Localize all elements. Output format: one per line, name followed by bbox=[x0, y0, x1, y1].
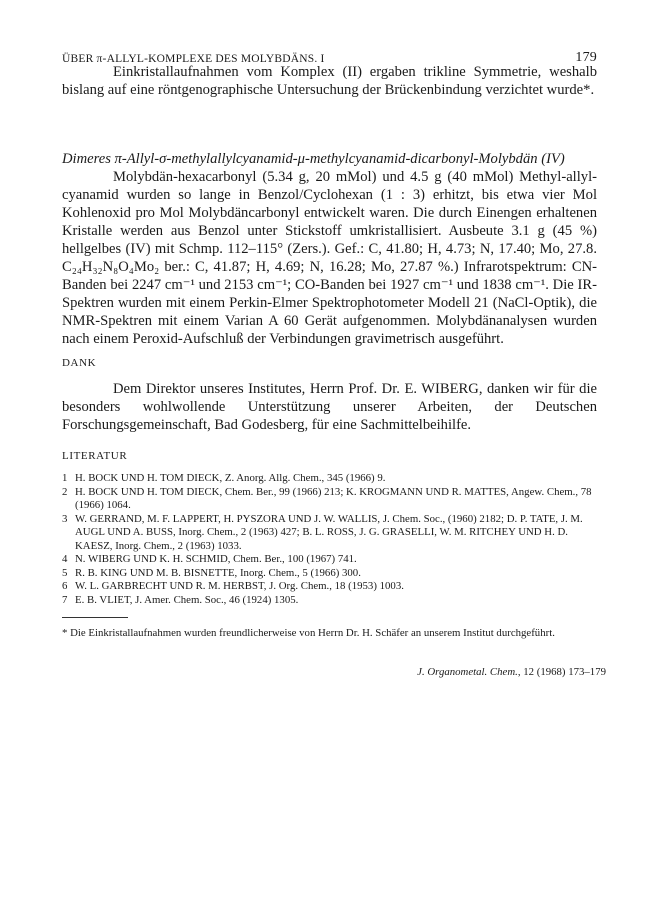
reference-item: 4 N. WIBERG UND K. H. SCHMID, Chem. Ber., 100 (1967) 741. bbox=[62, 553, 357, 565]
compound-text: Molybdän-hexacarbonyl (5.34 g, 20 mMol) und 4.5 g (40 mMol) Methyl-allyl-cyanamid wurden so lange in Benzol/Cyclohexan (1 : 3) erhitzt, bis etwa vier Mol Kohlenoxid pro Mol Molybdäncarbonyl entwickelt waren. Die durch Einengen erhaltenen Kristalle werden aus Benzol unter Stickstoff umkristallisiert. Ausbeute 3.1 g (45 %) hellgelbes (IV) mit Schmp. 112–115° (Zers.). Gef.: C, 41.80; H, 4.73; N, 17.40; Mo, 27.8. C₂₄H₃₂N₈O₄Mo₂ ber.: C, 41.87; H, 4.69; N, 16.28; Mo, 27.87 %.) Infrarotspektrum: CN-Banden bei 2247 cm⁻¹ und 2153 cm⁻¹; CO-Banden bei 1927 cm⁻¹ und 1838 cm⁻¹. Die IR-Spektren wurden mit einem Perkin-Elmer Spektrophotometer Modell 21 (NaCl-Optik), die NMR-Spektren mit einem Varian A 60 Gerät aufgenommen. Molybdänanalysen wurden nach einem Peroxid-Aufschluß der Verbindungen gravimetrisch ausgeführt. bbox=[62, 169, 597, 347]
journal-volume-pages: , 12 (1968) 173–179 bbox=[517, 666, 606, 678]
reference-item: 1 H. BOCK UND H. TOM DIECK, Z. Anorg. Allg. Chem., 345 (1966) 9. bbox=[62, 472, 386, 484]
footnote-divider bbox=[62, 617, 128, 618]
compound-section bbox=[62, 150, 597, 168]
page-number: 179 bbox=[575, 50, 597, 65]
compound-title: Dimeres π-Allyl-σ-methylallylcyanamid-μ-methylcyanamid-dicarbonyl-Molybdän (IV) bbox=[62, 151, 565, 167]
paragraph-crystal: Einkristallaufnahmen vom Komplex (II) ergaben trikline Symmetrie, weshalb bislang auf eine röntgenographische Untersuchung der Brückenbindung verzichtet wurde*. bbox=[62, 64, 597, 98]
reference-item: 2 H. BOCK UND H. TOM DIECK, Chem. Ber., 99 (1966) 213; K. KROGMANN UND R. MATTES, Angew. Chem., 78 (1966) 1064. bbox=[62, 485, 592, 511]
reference-item: 7 E. B. VLIET, J. Amer. Chem. Soc., 46 (1924) 1305. bbox=[62, 593, 299, 606]
running-title: ÜBER π-ALLYL-KOMPLEXE DES MOLYBDÄNS. I bbox=[62, 53, 325, 65]
reference-item: 5 R. B. KING UND M. B. BISNETTE, Inorg. Chem., 5 (1966) 300. bbox=[62, 566, 361, 579]
footnote: * Die Einkristallaufnahmen wurden freundlicherweise von Herrn Dr. H. Schäfer an unserem Institut durchgeführt. bbox=[62, 627, 555, 639]
journal-citation bbox=[417, 666, 606, 678]
dank-text: Dem Direktor unseres Institutes, Herrn Prof. Dr. E. WIBERG, danken wir für die besonders wohlwollende Unterstützung unserer Arbeiten, der Deutschen Forschungsgemeinschaft, Bad Godesberg, für eine Sachmittelbeihilfe. bbox=[62, 381, 597, 433]
reference-item: 3 W. GERRAND, M. F. LAPPERT, H. PYSZORA UND J. W. WALLIS, J. Chem. Soc., (1960) 2182; D. P. TATE, J. M. AUGL UND A. BUSS, Inorg. Chem., 2 (1963) 427; B. L. ROSS, J. G. GRASELLI, W. M. RITCHEY UND H. D. KAESZ, Inorg. Chem., 2 (1963) 1033. bbox=[62, 512, 583, 552]
reference-list bbox=[62, 472, 607, 607]
literatur-heading: LITERATUR bbox=[62, 450, 128, 462]
dank-heading: DANK bbox=[62, 357, 97, 369]
journal-name: J. Organometal. Chem. bbox=[417, 666, 518, 678]
reference-item: 6 W. L. GARBRECHT UND R. M. HERBST, J. Org. Chem., 18 (1953) 1003. bbox=[62, 580, 404, 592]
